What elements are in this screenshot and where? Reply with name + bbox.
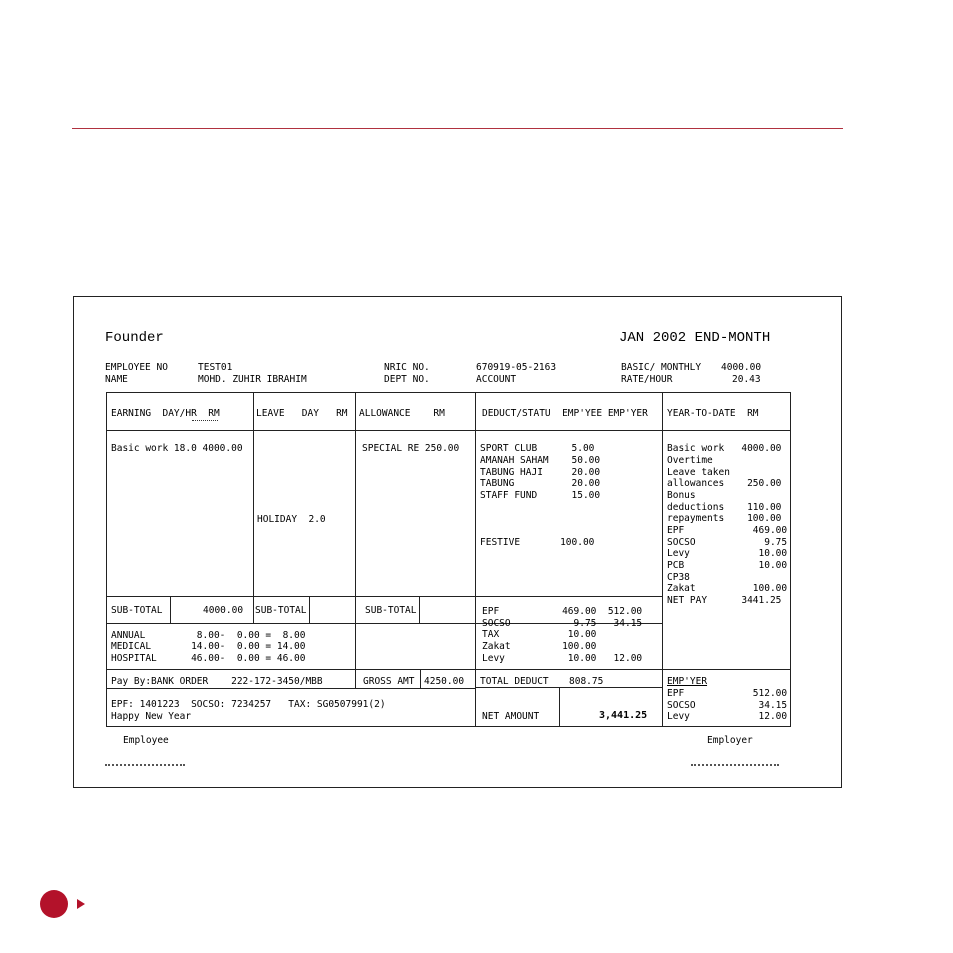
name-label: NAME (105, 374, 128, 385)
ytd-item: allowances 250.00 (667, 478, 782, 489)
allowance-line: SPECIAL RE 250.00 (362, 443, 460, 454)
payslip (73, 296, 842, 788)
total-deduct-label: TOTAL DEDUCT (480, 676, 549, 687)
net-amount-label: NET AMOUNT (482, 711, 540, 722)
statutory-item: Zakat 100.00 (482, 641, 597, 652)
arrow-right-icon (77, 899, 85, 909)
ytd-item: deductions 110.00 (667, 502, 782, 513)
employer-signature-line (691, 764, 779, 766)
col-allowance: ALLOWANCE RM (359, 408, 445, 419)
col-ytd: YEAR-TO-DATE RM (667, 408, 759, 419)
earning-line: Basic work 18.0 4000.00 (111, 443, 243, 454)
subtotal-earning-label: SUB-TOTAL (111, 605, 163, 616)
ytd-item: repayments 100.00 (667, 513, 782, 524)
festive-line: FESTIVE 100.00 (480, 537, 595, 548)
employee-signature-line (105, 764, 185, 766)
ytd-item: Overtime (667, 455, 713, 466)
total-deduct-value: 808.75 (569, 676, 604, 687)
employer-signature-label: Employer (707, 735, 753, 746)
dept-label: DEPT NO. (384, 374, 430, 385)
nric-label: NRIC NO. (384, 362, 430, 373)
ytd-item: Zakat 100.00 (667, 583, 788, 594)
leave-balance-item: ANNUAL 8.00- 0.00 = 8.00 (111, 630, 306, 641)
deduction-item: TABUNG HAJI 20.00 (480, 467, 601, 478)
employee-no-label: EMPLOYEE NO (105, 362, 168, 373)
rate-value: 20.43 (732, 374, 761, 385)
leave-balance-item: MEDICAL 14.00- 0.00 = 14.00 (111, 641, 306, 652)
statutory-item: EPF 469.00 512.00 (482, 606, 643, 617)
basic-label: BASIC/ MONTHLY (621, 362, 702, 373)
ytd-item: NET PAY 3441.25 (667, 595, 782, 606)
gross-value: 4250.00 (424, 676, 465, 687)
company-name: Founder (105, 330, 164, 346)
pay-by: Pay By:BANK ORDER 222-172-3450/MBB (111, 676, 323, 687)
statutory-item: Levy 10.00 12.00 (482, 653, 643, 664)
deduction-item: SPORT CLUB 5.00 (480, 443, 595, 454)
page-bullet-icon (40, 890, 68, 918)
ytd-item: Basic work 4000.00 (667, 443, 782, 454)
basic-value: 4000.00 (721, 362, 762, 373)
employer-ytd-item: SOCSO 34.15 (667, 700, 788, 711)
employee-signature-label: Employee (123, 735, 169, 746)
statutory-ids: EPF: 1401223 SOCSO: 7234257 TAX: SG0507991(2) (111, 699, 386, 710)
employer-ytd-item: EPF 512.00 (667, 688, 788, 699)
employer-ytd-title: EMP'YER (667, 676, 708, 687)
subtotal-allowance-label: SUB-TOTAL (365, 605, 417, 616)
employee-no-value: TEST01 (198, 362, 233, 373)
deduction-item: AMANAH SAHAM 50.00 (480, 455, 601, 466)
nric-value: 670919-05-2163 (476, 362, 557, 373)
ytd-item: PCB 10.00 (667, 560, 788, 571)
subtotal-leave-label: SUB-TOTAL (255, 605, 307, 616)
dept-value: ACCOUNT (476, 374, 517, 385)
net-amount-value: 3,441.25 (599, 710, 648, 721)
employer-ytd-item: Levy 12.00 (667, 711, 788, 722)
header-rule (72, 128, 843, 129)
pay-period: JAN 2002 END-MONTH (619, 330, 771, 346)
col-earning: EARNING DAY/HR RM (111, 408, 220, 419)
ytd-item: Levy 10.00 (667, 548, 788, 559)
deduction-item: TABUNG 20.00 (480, 478, 601, 489)
deduction-item: STAFF FUND 15.00 (480, 490, 601, 501)
ytd-item: EPF 469.00 (667, 525, 788, 536)
ytd-item: SOCSO 9.75 (667, 537, 788, 548)
name-value: MOHD. ZUHIR IBRAHIM (198, 374, 307, 385)
gross-label: GROSS AMT (363, 676, 415, 687)
col-leave: LEAVE DAY RM (256, 408, 348, 419)
rate-label: RATE/HOUR (621, 374, 673, 385)
leave-line: HOLIDAY 2.0 (257, 514, 326, 525)
col-deduct: DEDUCT/STATU EMP'YEE EMP'YER (482, 408, 648, 419)
leave-balance-item: HOSPITAL 46.00- 0.00 = 46.00 (111, 653, 306, 664)
ytd-item: CP38 (667, 572, 690, 583)
ytd-item: Bonus (667, 490, 696, 501)
statutory-item: TAX 10.00 (482, 629, 597, 640)
statutory-item: SOCSO 9.75 34.15 (482, 618, 643, 629)
payslip-message: Happy New Year (111, 711, 192, 722)
subtotal-earning-value: 4000.00 (203, 605, 244, 616)
ytd-item: Leave taken (667, 467, 730, 478)
